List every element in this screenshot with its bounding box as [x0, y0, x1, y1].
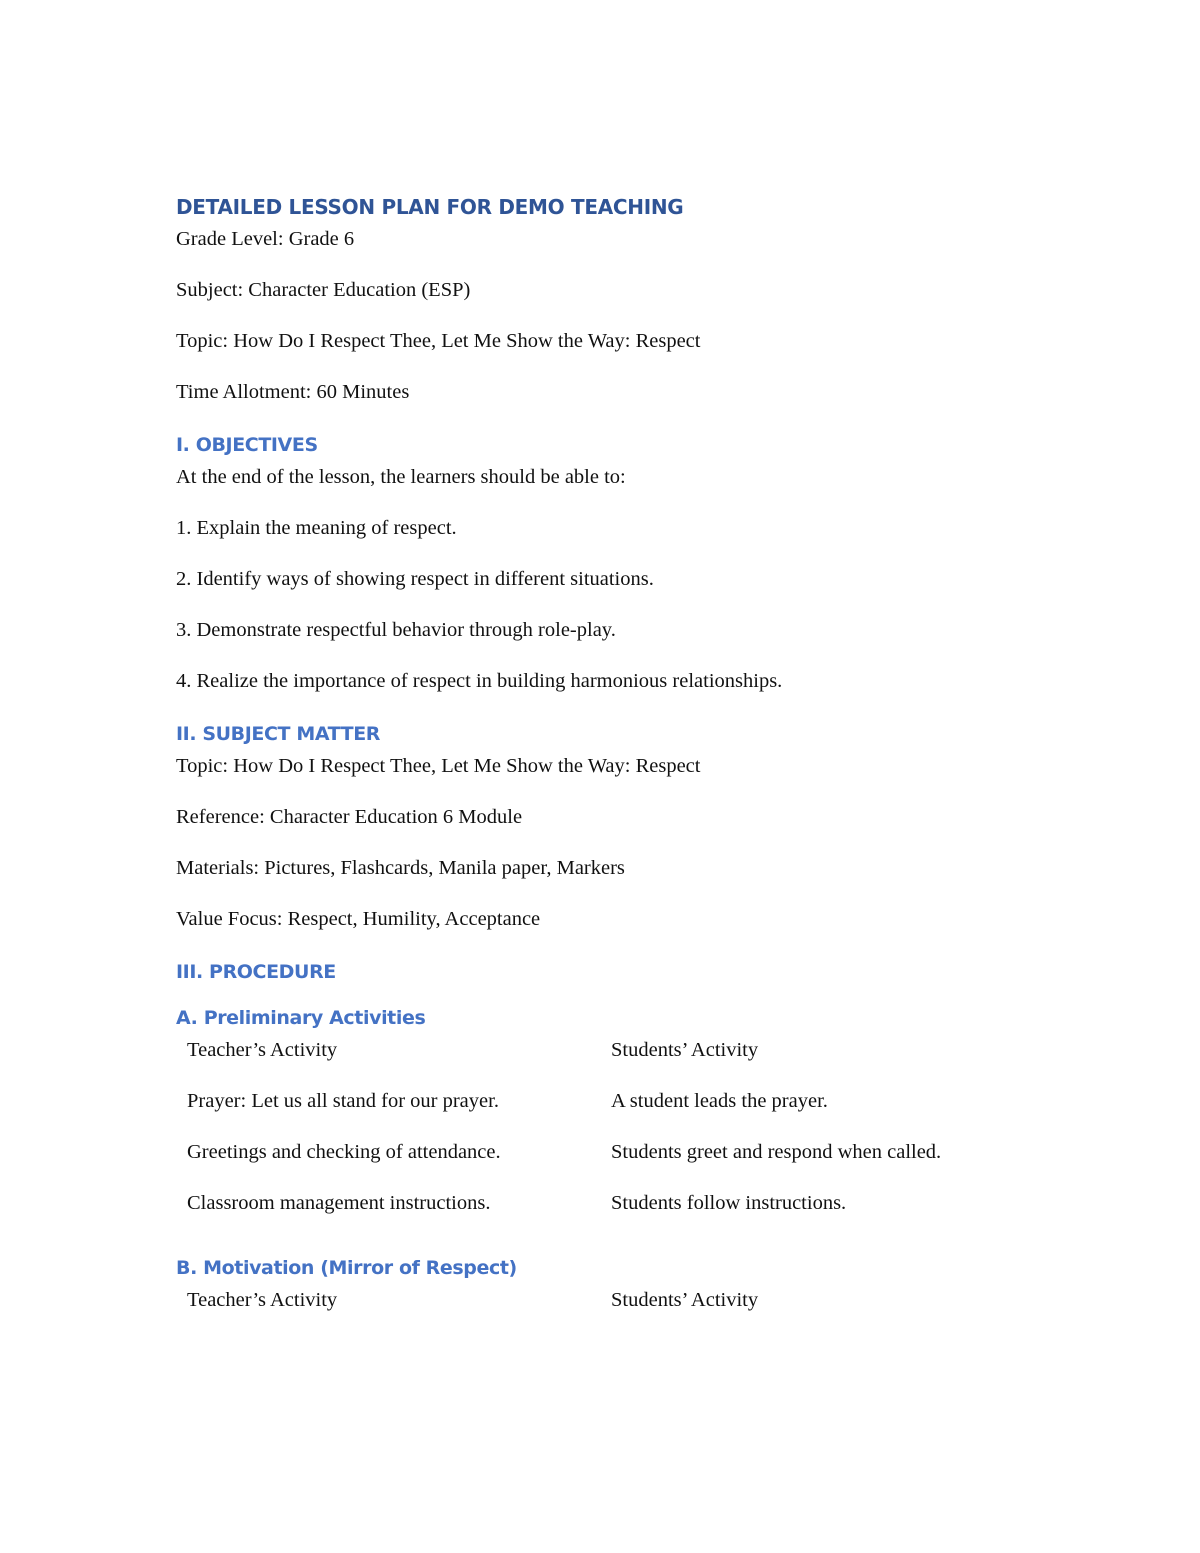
- teacher-activity-header: Teacher’s Activity: [187, 1039, 338, 1061]
- table-row: [176, 1137, 1031, 1188]
- subject-matter-value-focus: Value Focus: Respect, Humility, Acceptance: [176, 908, 541, 930]
- subject-matter-reference: Reference: Character Education 6 Module: [176, 806, 523, 828]
- topic-line: Topic: How Do I Respect Thee, Let Me Show the Way: Respect: [176, 330, 701, 352]
- objectives-heading: I. OBJECTIVES: [176, 434, 318, 456]
- document-title: DETAILED LESSON PLAN FOR DEMO TEACHING: [176, 195, 684, 219]
- students-activity-header: Students’ Activity: [611, 1039, 759, 1061]
- students-activity-cell: A student leads the prayer.: [611, 1090, 828, 1112]
- teacher-activity-header: Teacher’s Activity: [187, 1289, 338, 1311]
- table-row: [176, 1086, 1031, 1137]
- teacher-activity-cell: Classroom management instructions.: [187, 1192, 491, 1214]
- objective-item: 3. Demonstrate respectful behavior through role-play.: [176, 619, 616, 641]
- lesson-plan-page: [176, 190, 1036, 1336]
- grade-level-line: Grade Level: Grade 6: [176, 228, 355, 250]
- objective-item: 1. Explain the meaning of respect.: [176, 517, 457, 539]
- objective-item: 2. Identify ways of showing respect in different situations.: [176, 568, 654, 590]
- table-row: [176, 1035, 1031, 1086]
- preliminary-activities-heading: A. Preliminary Activities: [176, 1007, 426, 1029]
- teacher-activity-cell: Prayer: Let us all stand for our prayer.: [187, 1090, 499, 1112]
- time-allotment-line: Time Allotment: 60 Minutes: [176, 381, 410, 403]
- motivation-table: [176, 1285, 1031, 1336]
- procedure-heading: III. PROCEDURE: [176, 961, 336, 983]
- subject-matter-topic: Topic: How Do I Respect Thee, Let Me Show the Way: Respect: [176, 755, 701, 777]
- students-activity-cell: Students greet and respond when called.: [611, 1141, 942, 1163]
- objectives-intro: At the end of the lesson, the learners should be able to:: [176, 466, 626, 488]
- teacher-activity-cell: Greetings and checking of attendance.: [187, 1141, 501, 1163]
- preliminary-activities-table: [176, 1035, 1031, 1239]
- students-activity-cell: Students follow instructions.: [611, 1192, 847, 1214]
- objective-item: 4. Realize the importance of respect in building harmonious relationships.: [176, 670, 783, 692]
- subject-line: Subject: Character Education (ESP): [176, 279, 471, 301]
- subject-matter-heading: II. SUBJECT MATTER: [176, 723, 381, 745]
- spacer: [176, 1239, 1036, 1251]
- students-activity-header: Students’ Activity: [611, 1289, 759, 1311]
- subject-matter-materials: Materials: Pictures, Flashcards, Manila paper, Markers: [176, 857, 625, 879]
- table-row: [176, 1285, 1031, 1336]
- motivation-heading: B. Motivation (Mirror of Respect): [176, 1257, 517, 1279]
- spacer: [176, 989, 1036, 1001]
- table-row: [176, 1188, 1031, 1239]
